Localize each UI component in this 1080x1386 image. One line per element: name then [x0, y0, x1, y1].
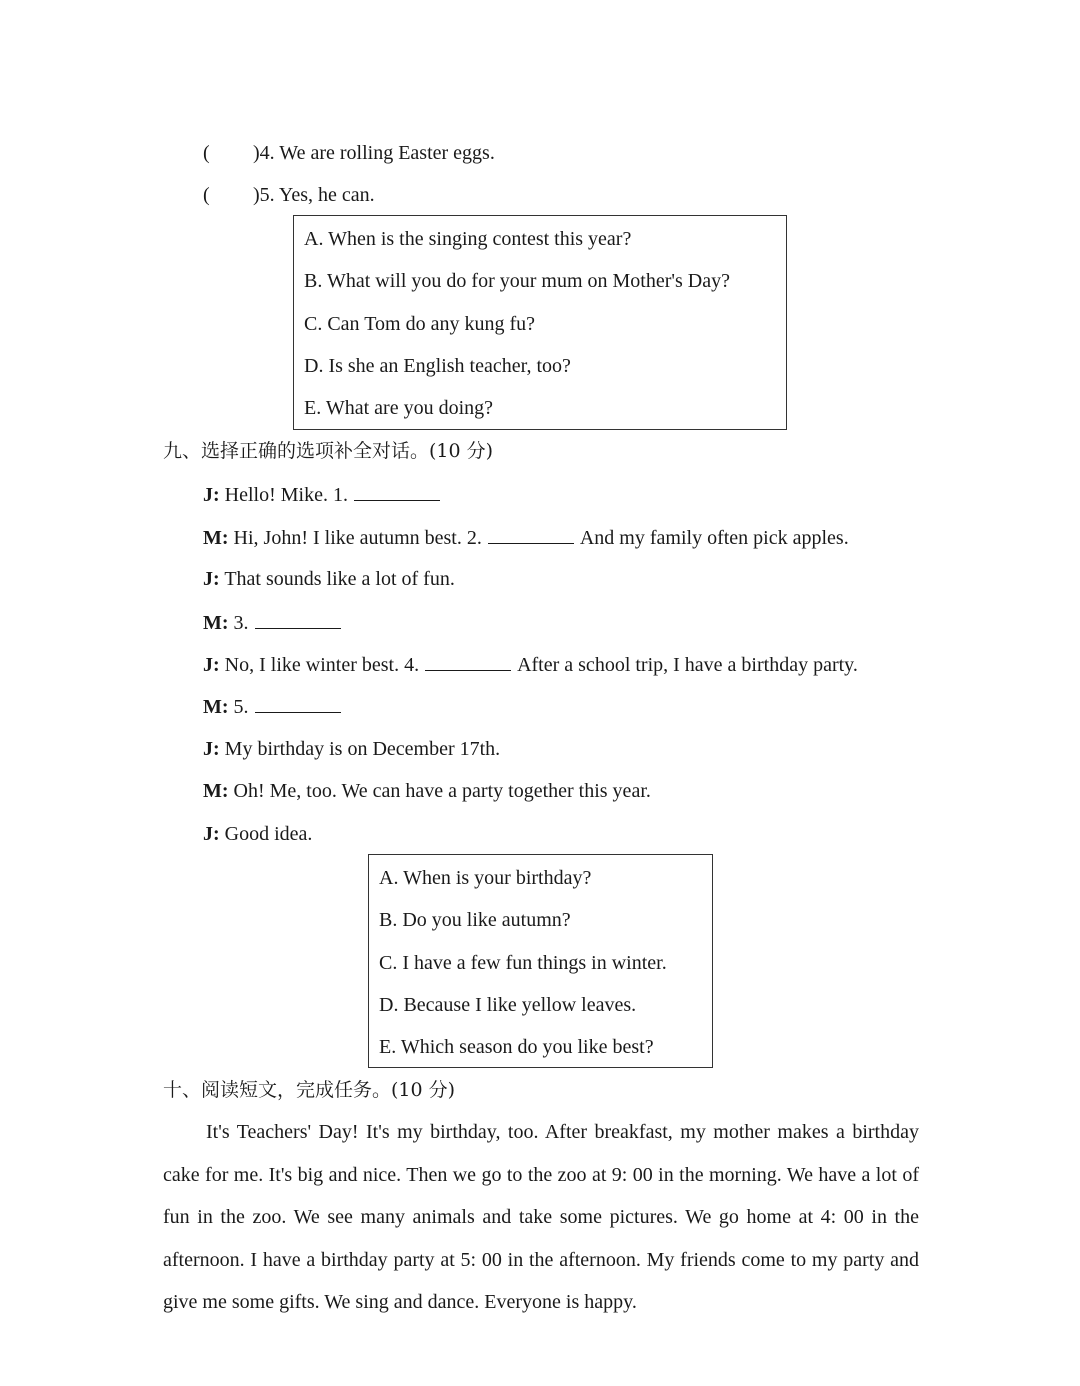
answer-paren-open: ( [203, 184, 210, 206]
option-c: C. I have a few fun things in winter. [379, 952, 667, 974]
speaker-label: J: [203, 654, 220, 676]
option-c: C. Can Tom do any kung fu? [304, 313, 535, 335]
dialogue-text: My birthday is on December 17th. [224, 738, 501, 760]
reading-passage: It's Teachers' Day! It's my birthday, too. After breakfast, my mother makes a birthday cake for me. It's big and nice. Then we go to the zoo at 9: 00 in the morning. We have a lot of fun in the zoo. We see many animals and take some pictures. We go home at 4: 00 in the afternoon. I have a birthday party at 5: 00 in the afternoon. My friends come to my party and give me some gifts. We sing and dance. Everyone is happy. [163, 1121, 919, 1314]
option-e: E. Which season do you like best? [379, 1036, 654, 1058]
option-b: B. Do you like autumn? [379, 909, 571, 931]
dialogue-line-1 [203, 482, 446, 507]
answer-paren-close: ) [253, 184, 260, 206]
question-item-4 [203, 141, 495, 165]
dialogue-line-8 [203, 779, 651, 803]
dialogue-line-9 [203, 822, 312, 846]
dialogue-line-7 [203, 737, 500, 761]
option-b: B. What will you do for your mum on Mother's Day? [304, 270, 730, 292]
section10-heading: 十、阅读短文，完成任务。(10 分) [163, 1079, 456, 1101]
options-box-section8 [293, 215, 787, 430]
section9-heading: 九、选择正确的选项补全对话。(10 分) [163, 440, 494, 462]
answer-blank-3[interactable] [255, 610, 341, 629]
dialogue-text: No, I like winter best. 4. [224, 654, 420, 676]
speaker-label: M: [203, 696, 229, 718]
dialogue-text: 3. [233, 612, 249, 634]
options-box-section9 [368, 854, 713, 1068]
dialogue-text-after: After a school trip, I have a birthday party. [517, 654, 858, 676]
speaker-label: M: [203, 780, 229, 802]
dialogue-line-6 [203, 694, 347, 719]
question-text: 4. We are rolling Easter eggs. [259, 142, 495, 164]
dialogue-text: Oh! Me, too. We can have a party together this year. [233, 780, 651, 802]
option-a: A. When is the singing contest this year? [304, 228, 632, 250]
speaker-label: J: [203, 823, 220, 845]
answer-paren-close: ) [253, 142, 260, 164]
option-d: D. Is she an English teacher, too? [304, 355, 571, 377]
dialogue-text: Good idea. [224, 823, 313, 845]
option-d: D. Because I like yellow leaves. [379, 994, 637, 1016]
answer-blank-4[interactable] [425, 652, 511, 671]
answer-blank-1[interactable] [354, 482, 440, 501]
speaker-label: J: [203, 568, 220, 590]
speaker-label: M: [203, 527, 229, 549]
answer-blank-5[interactable] [255, 694, 341, 713]
speaker-label: J: [203, 738, 220, 760]
answer-paren-open: ( [203, 142, 210, 164]
dialogue-text: 5. [233, 696, 249, 718]
dialogue-line-2 [203, 525, 849, 550]
question-text: 5. Yes, he can. [259, 184, 375, 206]
dialogue-text-after: And my family often pick apples. [579, 527, 849, 549]
dialogue-text: Hello! Mike. 1. [224, 484, 348, 506]
dialogue-line-4 [203, 610, 347, 635]
option-a: A. When is your birthday? [379, 867, 592, 889]
speaker-label: M: [203, 612, 229, 634]
dialogue-text: Hi, John! I like autumn best. 2. [233, 527, 482, 549]
dialogue-text: That sounds like a lot of fun. [224, 568, 455, 590]
speaker-label: J: [203, 484, 220, 506]
dialogue-line-5 [203, 652, 858, 677]
dialogue-line-3 [203, 567, 455, 591]
question-item-5 [203, 183, 375, 207]
option-e: E. What are you doing? [304, 397, 494, 419]
answer-blank-2[interactable] [488, 525, 574, 544]
